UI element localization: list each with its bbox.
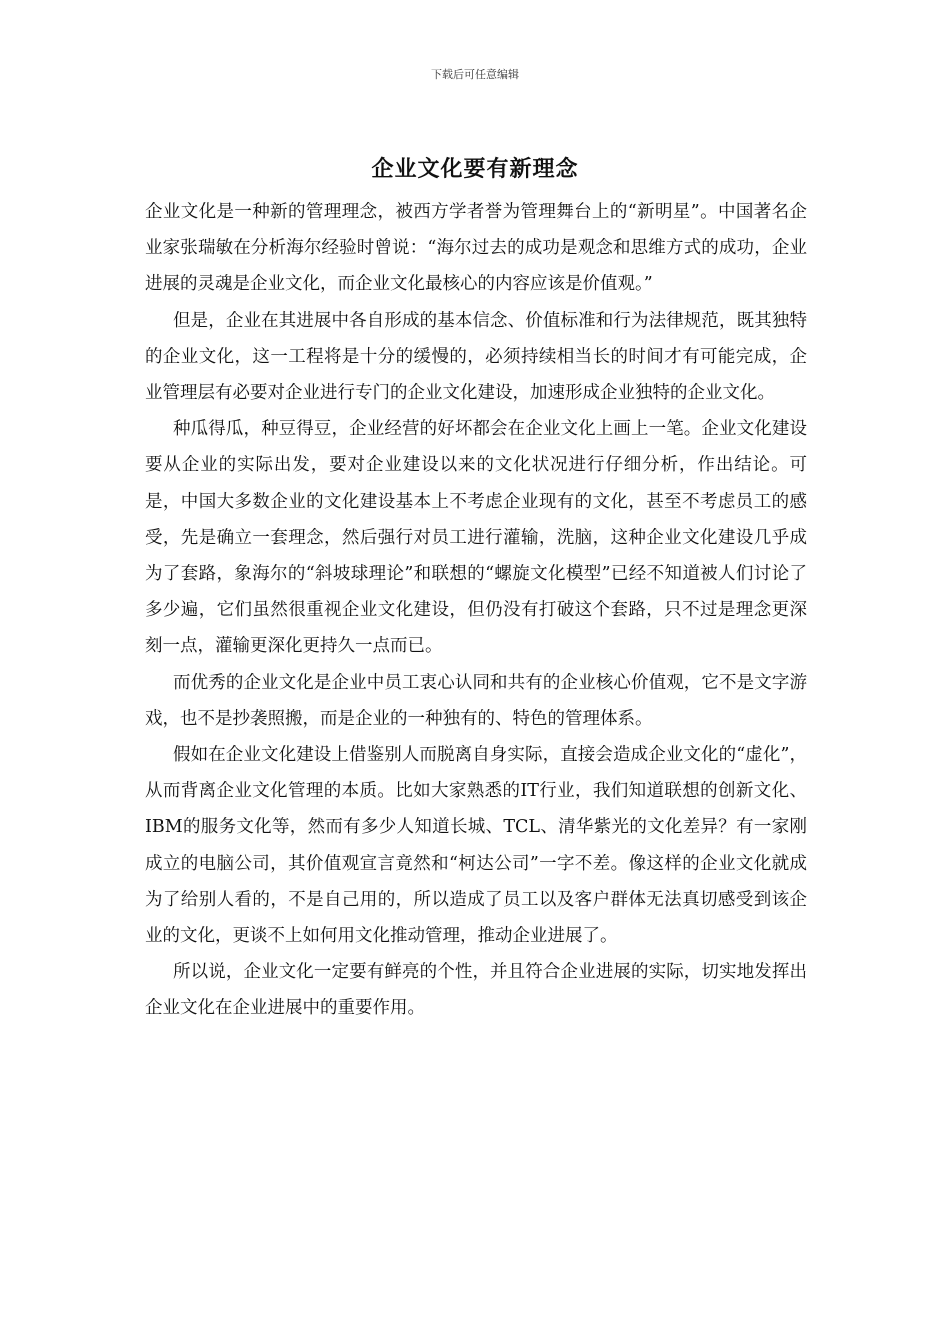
document-body bbox=[145, 194, 807, 1027]
paragraph-2: 但是，企业在其进展中各自形成的基本信念、价值标准和行为法律规范，既其独特的企业文化，这一工程将是十分的缓慢的，必须持续相当长的时间才有可能完成，企业管理层有必要对企业进行专门的企业文化建设，加速形成企业独特的企业文化。 bbox=[145, 310, 807, 404]
page-title: 企业文化要有新理念 bbox=[371, 156, 579, 182]
paragraph-6: 所以说，企业文化一定要有鲜亮的个性，并且符合企业进展的实际，切实地发挥出企业文化在企业进展中的重要作用。 bbox=[145, 962, 807, 1019]
paragraph-4: 而优秀的企业文化是企业中员工衷心认同和共有的企业核心价值观，它不是文字游戏，也不是抄袭照搬，而是企业的一种独有的、特色的管理体系。 bbox=[145, 672, 807, 729]
paragraph-1: 企业文化是一种新的管理理念，被西方学者誉为管理舞台上的“新明星”。中国著名企业家张瑞敏在分析海尔经验时曾说：“海尔过去的成功是观念和思维方式的成功，企业进展的灵魂是企业文化，而企业文化最核心的内容应该是价值观。” bbox=[145, 202, 807, 295]
header-note: 下载后可任意编辑 bbox=[431, 68, 519, 81]
paragraph-3: 种瓜得瓜，种豆得豆，企业经营的好坏都会在企业文化上画上一笔。企业文化建设要从企业的实际出发，要对企业建设以来的文化状况进行仔细分析，作出结论。可是，中国大多数企业的文化建设基本上不考虑企业现有的文化，甚至不考虑员工的感受，先是确立一套理念，然后强行对员工进行灌输，洗脑，这种企业文化建设几乎成为了套路，象海尔的“斜坡球理论”和联想的“螺旋文化模型”已经不知道被人们讨论了多少遍，它们虽然很重视企业文化建设，但仍没有打破这个套路，只不过是理念更深刻一点，灌输更深化更持久一点而已。 bbox=[145, 419, 807, 657]
paragraph-5: 假如在企业文化建设上借鉴别人而脱离自身实际，直接会造成企业文化的“虚化”，从而背离企业文化管理的本质。比如大家熟悉的IT行业，我们知道联想的创新文化、IBM的服务文化等，然而有多少人知道长城、TCL、清华紫光的文化差异？有一家刚成立的电脑公司，其价值观宣言竟然和“柯达公司”一字不差。像这样的企业文化就成为了给别人看的，不是自己用的，所以造成了员工以及客户群体无法真切感受到该企业的文化，更谈不上如何用文化推动管理，推动企业进展了。 bbox=[145, 745, 807, 947]
